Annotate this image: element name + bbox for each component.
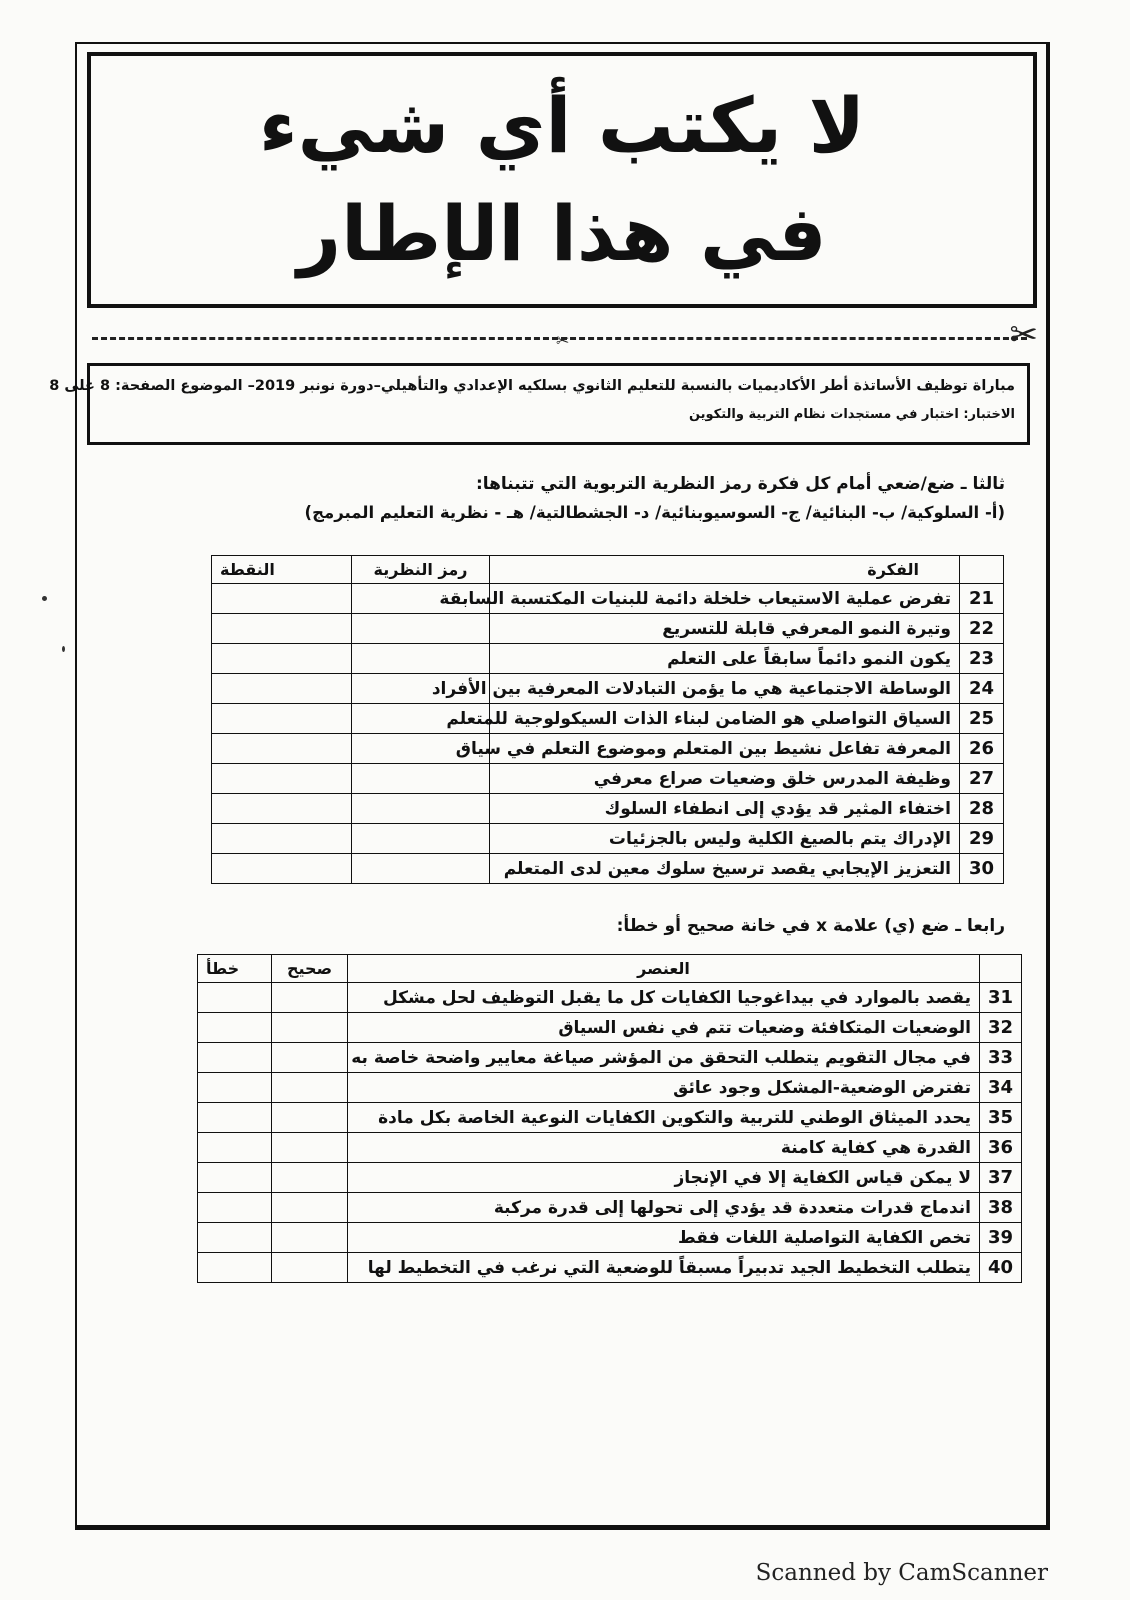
row-number: 22 bbox=[960, 614, 1004, 644]
false-answer-cell[interactable] bbox=[198, 1133, 272, 1163]
table-row bbox=[212, 854, 1004, 884]
table-header-row bbox=[198, 955, 1022, 983]
true-answer-cell[interactable] bbox=[272, 1073, 348, 1103]
row-text: المعرفة تفاعل نشيط بين المتعلم وموضوع التعلم في سياق bbox=[490, 734, 960, 764]
section3-title: ثالثا ـ ضع/ضعي أمام كل فكرة رمز النظرية التربوية التي تتبناها: bbox=[475, 474, 1005, 494]
do-not-write-box bbox=[87, 52, 1037, 308]
table-row bbox=[198, 1253, 1022, 1283]
row-text: الوساطة الاجتماعية هي ما يؤمن التبادلات المعرفية بين الأفراد bbox=[490, 674, 960, 704]
false-answer-cell[interactable] bbox=[198, 1073, 272, 1103]
table-row bbox=[198, 1013, 1022, 1043]
table-row bbox=[212, 644, 1004, 674]
code-answer-cell[interactable] bbox=[352, 764, 490, 794]
row-text: القدرة هي كفاية كامنة bbox=[348, 1133, 980, 1163]
section3-options: (أ- السلوكية/ ب- البنائية/ ج- السوسيوبنائية/ د- الجشطالتية/ هـ - نظرية التعليم المبرمج) bbox=[304, 503, 1005, 522]
row-number: 38 bbox=[980, 1193, 1022, 1223]
table-row bbox=[212, 674, 1004, 704]
row-text: تخص الكفاية التواصلية اللغات فقط bbox=[348, 1223, 980, 1253]
exam-info-line-1: مباراة توظيف الأساتذة أطر الأكاديميات بالنسبة للتعليم الثانوي بسلكيه الإعدادي والتأهيلي–دورة نونبر 2019– الموضوع الصفحة: 8 على 8 bbox=[49, 378, 1015, 394]
row-number: 28 bbox=[960, 794, 1004, 824]
row-text: وظيفة المدرس خلق وضعيات صراع معرفي bbox=[490, 764, 960, 794]
scissors-icon: ✂ bbox=[1009, 315, 1038, 355]
table-row bbox=[198, 1073, 1022, 1103]
score-cell[interactable] bbox=[212, 794, 352, 824]
row-number: 25 bbox=[960, 704, 1004, 734]
row-text: يكون النمو دائماً سابقاً على التعلم bbox=[490, 644, 960, 674]
true-answer-cell[interactable] bbox=[272, 1193, 348, 1223]
row-number: 27 bbox=[960, 764, 1004, 794]
row-text: الإدراك يتم بالصيغ الكلية وليس بالجزئيات bbox=[490, 824, 960, 854]
row-number: 26 bbox=[960, 734, 1004, 764]
score-cell[interactable] bbox=[212, 704, 352, 734]
section3-table bbox=[211, 555, 1004, 884]
table-row bbox=[198, 1133, 1022, 1163]
table-row bbox=[198, 1193, 1022, 1223]
false-answer-cell[interactable] bbox=[198, 1013, 272, 1043]
score-cell[interactable] bbox=[212, 734, 352, 764]
row-number: 36 bbox=[980, 1133, 1022, 1163]
table-row bbox=[198, 1103, 1022, 1133]
true-answer-cell[interactable] bbox=[272, 1253, 348, 1283]
row-number: 29 bbox=[960, 824, 1004, 854]
row-number: 39 bbox=[980, 1223, 1022, 1253]
false-answer-cell[interactable] bbox=[198, 1103, 272, 1133]
row-number: 35 bbox=[980, 1103, 1022, 1133]
code-header: رمز النظرية bbox=[352, 556, 490, 584]
score-cell[interactable] bbox=[212, 644, 352, 674]
row-number: 32 bbox=[980, 1013, 1022, 1043]
false-answer-cell[interactable] bbox=[198, 1193, 272, 1223]
section4-title: رابعا ـ ضع (ي) علامة x في خانة صحيح أو خطأ: bbox=[616, 916, 1005, 936]
false-answer-cell[interactable] bbox=[198, 1043, 272, 1073]
false-header: خطأ bbox=[198, 955, 272, 983]
scan-speck bbox=[42, 596, 47, 601]
score-cell[interactable] bbox=[212, 584, 352, 614]
true-answer-cell[interactable] bbox=[272, 1223, 348, 1253]
table-header-row bbox=[212, 556, 1004, 584]
true-answer-cell[interactable] bbox=[272, 1163, 348, 1193]
row-number: 31 bbox=[980, 983, 1022, 1013]
row-text: لا يمكن قياس الكفاية إلا في الإنجاز bbox=[348, 1163, 980, 1193]
row-number: 30 bbox=[960, 854, 1004, 884]
section4-table bbox=[197, 954, 1022, 1283]
small-scissors-icon: ✂ bbox=[556, 331, 570, 350]
row-number: 40 bbox=[980, 1253, 1022, 1283]
row-text: السياق التواصلي هو الضامن لبناء الذات السيكولوجية للمتعلم bbox=[490, 704, 960, 734]
row-number: 21 bbox=[960, 584, 1004, 614]
table-row bbox=[212, 764, 1004, 794]
row-number: 24 bbox=[960, 674, 1004, 704]
false-answer-cell[interactable] bbox=[198, 1163, 272, 1193]
table-row bbox=[212, 734, 1004, 764]
true-answer-cell[interactable] bbox=[272, 1013, 348, 1043]
row-number: 23 bbox=[960, 644, 1004, 674]
score-cell[interactable] bbox=[212, 854, 352, 884]
true-header: صحيح bbox=[272, 955, 348, 983]
scan-speck bbox=[62, 646, 65, 652]
false-answer-cell[interactable] bbox=[198, 983, 272, 1013]
score-cell[interactable] bbox=[212, 614, 352, 644]
row-text: التعزيز الإيجابي يقصد ترسيخ سلوك معين لدى المتعلم bbox=[490, 854, 960, 884]
exam-info-line-2: الاختبار: اختبار في مستجدات نظام التربية والتكوين bbox=[688, 407, 1015, 422]
code-answer-cell[interactable] bbox=[352, 794, 490, 824]
row-text: اختفاء المثير قد يؤدي إلى انطفاء السلوك bbox=[490, 794, 960, 824]
row-text: الوضعيات المتكافئة وضعيات تتم في نفس السياق bbox=[348, 1013, 980, 1043]
score-cell[interactable] bbox=[212, 824, 352, 854]
table-row bbox=[198, 1043, 1022, 1073]
header-line-1: لا يكتب أي شيء bbox=[258, 81, 866, 170]
code-answer-cell[interactable] bbox=[352, 854, 490, 884]
row-text: يحدد الميثاق الوطني للتربية والتكوين الكفايات النوعية الخاصة بكل مادة bbox=[348, 1103, 980, 1133]
score-cell[interactable] bbox=[212, 674, 352, 704]
code-answer-cell[interactable] bbox=[352, 644, 490, 674]
header-line-2: في هذا الإطار bbox=[297, 189, 827, 278]
code-answer-cell[interactable] bbox=[352, 614, 490, 644]
item-header: العنصر bbox=[348, 955, 980, 983]
row-text: يقصد بالموارد في بيداغوجيا الكفايات كل ما يقبل التوظيف لحل مشكل bbox=[348, 983, 980, 1013]
false-answer-cell[interactable] bbox=[198, 1223, 272, 1253]
table-row bbox=[198, 983, 1022, 1013]
row-text: في مجال التقويم يتطلب التحقق من المؤشر صياغة معايير واضحة خاصة به bbox=[348, 1043, 980, 1073]
table-row bbox=[212, 584, 1004, 614]
table-row bbox=[212, 614, 1004, 644]
false-answer-cell[interactable] bbox=[198, 1253, 272, 1283]
true-answer-cell[interactable] bbox=[272, 1043, 348, 1073]
row-text: يتطلب التخطيط الجيد تدبيراً مسبقاً للوضعية التي نرغب في التخطيط لها bbox=[348, 1253, 980, 1283]
number-header bbox=[960, 556, 1004, 584]
row-text: اندماج قدرات متعددة قد يؤدي إلى تحولها إلى قدرة مركبة bbox=[348, 1193, 980, 1223]
idea-header: الفكرة bbox=[490, 556, 960, 584]
true-answer-cell[interactable] bbox=[272, 1133, 348, 1163]
row-text: وتيرة النمو المعرفي قابلة للتسريع bbox=[490, 614, 960, 644]
table-row bbox=[212, 794, 1004, 824]
true-answer-cell[interactable] bbox=[272, 1103, 348, 1133]
code-answer-cell[interactable] bbox=[352, 824, 490, 854]
true-answer-cell[interactable] bbox=[272, 983, 348, 1013]
table-row bbox=[198, 1163, 1022, 1193]
row-text: تفرض عملية الاستيعاب خلخلة دائمة للبنيات المكتسبة السابقة bbox=[490, 584, 960, 614]
row-text: تفترض الوضعية-المشكل وجود عائق bbox=[348, 1073, 980, 1103]
row-number: 33 bbox=[980, 1043, 1022, 1073]
exam-info-box bbox=[49, 363, 1030, 445]
table-row bbox=[212, 824, 1004, 854]
score-header: النقطة bbox=[212, 556, 352, 584]
table-row bbox=[212, 704, 1004, 734]
table-row bbox=[198, 1223, 1022, 1253]
row-number: 34 bbox=[980, 1073, 1022, 1103]
scanner-watermark: Scanned by CamScanner bbox=[755, 1560, 1048, 1586]
number-header bbox=[980, 955, 1022, 983]
row-number: 37 bbox=[980, 1163, 1022, 1193]
score-cell[interactable] bbox=[212, 764, 352, 794]
